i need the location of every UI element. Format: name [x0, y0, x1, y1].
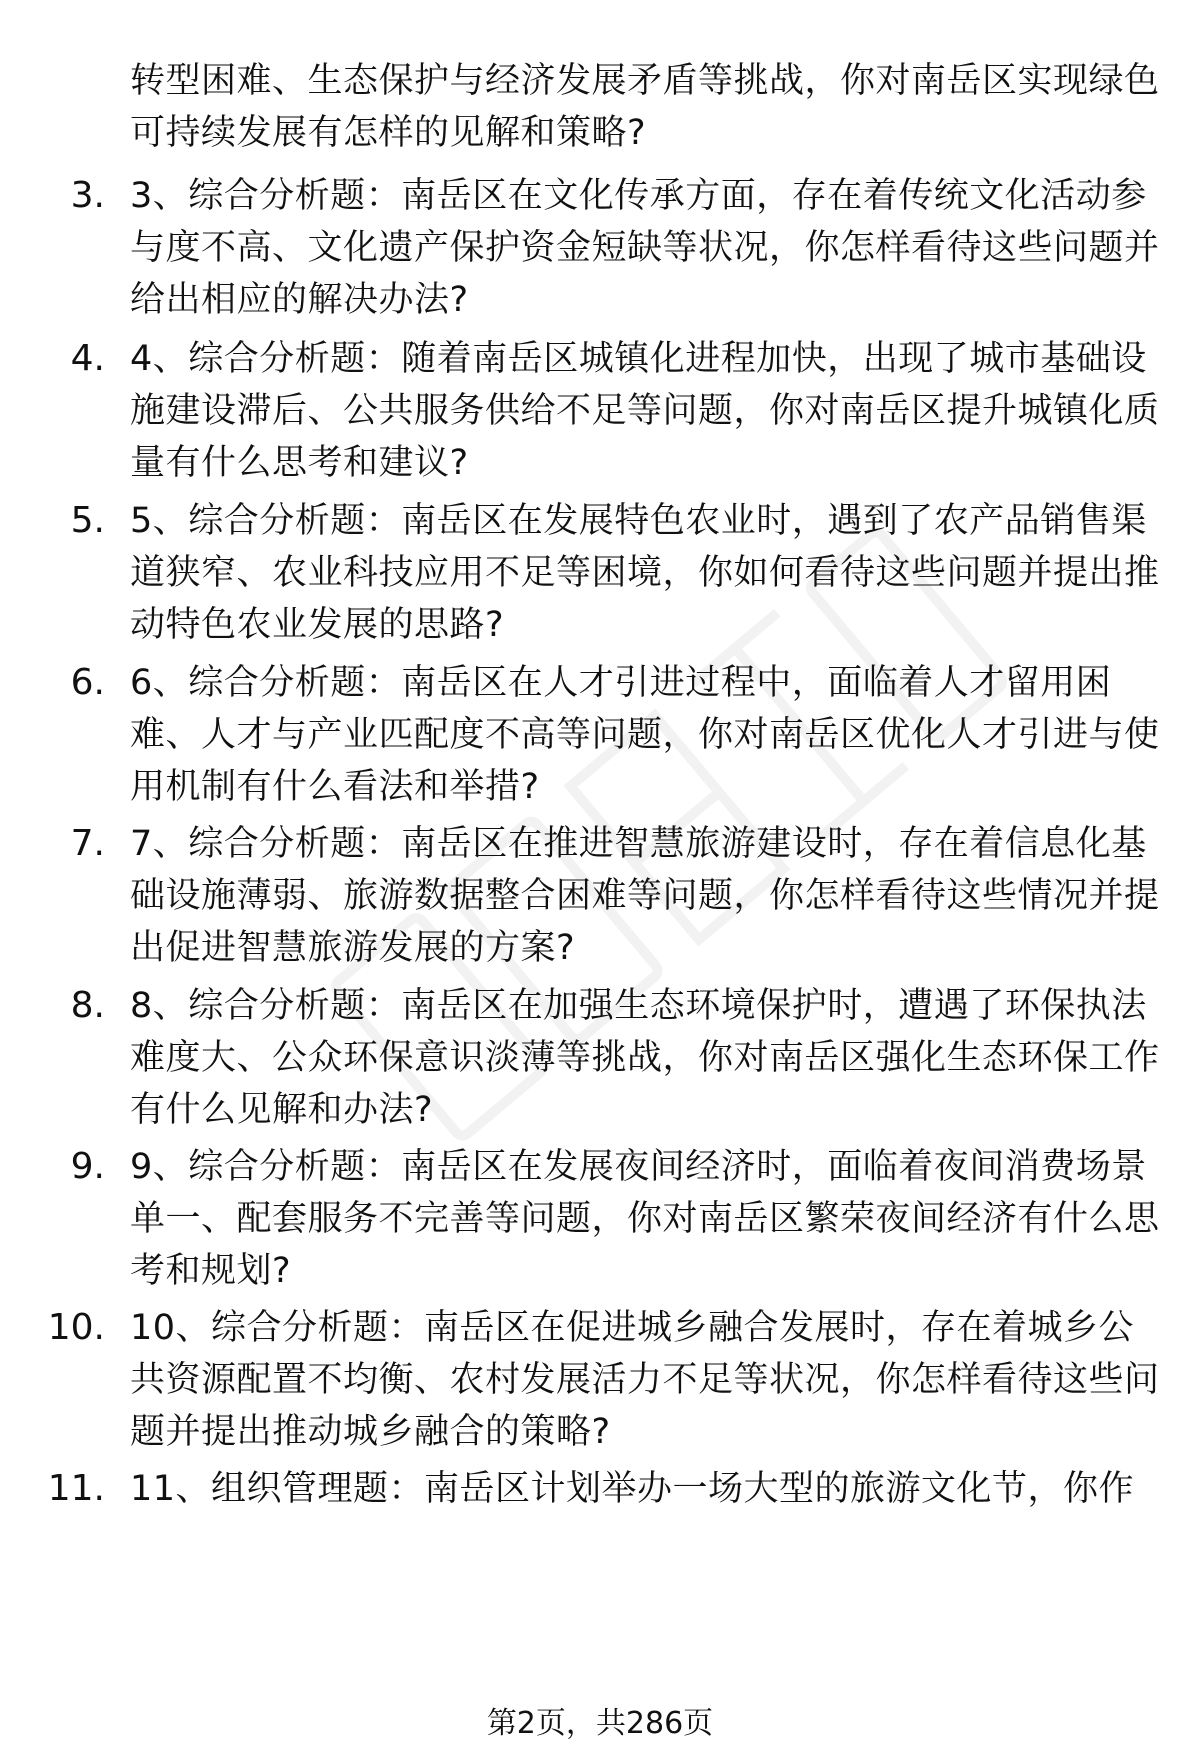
item-text: 3、综合分析题：南岳区在文化传承方面，存在着传统文化活动参与度不高、文化遗产保护资金短缺等状况，你怎样看待这些问题并给出相应的解决办法?	[130, 176, 1160, 320]
item-text: 11、组织管理题：南岳区计划举办一场大型的旅游文化节，你作	[130, 1469, 1135, 1509]
item-number: 7.	[70, 823, 105, 864]
item-text: 5、综合分析题：南岳区在发展特色农业时，遇到了农产品销售渠道狭窄、农业科技应用不足等困境，你如何看待这些问题并提出推动特色农业发展的思路?	[130, 501, 1160, 645]
item-text: 7、综合分析题：南岳区在推进智慧旅游建设时，存在着信息化基础设施薄弱、旅游数据整合困难等问题，你怎样看待这些情况并提出促进智慧旅游发展的方案?	[130, 824, 1160, 968]
item-text: 6、综合分析题：南岳区在人才引进过程中，面临着人才留用困难、人才与产业匹配度不高等问题，你对南岳区优化人才引进与使用机制有什么看法和举措?	[130, 663, 1160, 807]
item-text: 转型困难、生态保护与经济发展矛盾等挑战，你对南岳区实现绿色可持续发展有怎样的见解和策略?	[130, 61, 1160, 153]
item-number: 4.	[70, 338, 105, 379]
item-number: 8.	[70, 985, 105, 1026]
item-number: 5.	[70, 500, 105, 541]
item-number: 9.	[70, 1146, 105, 1187]
item-number: 3.	[70, 175, 105, 216]
item-text: 9、综合分析题：南岳区在发展夜间经济时，面临着夜间消费场景单一、配套服务不完善等问题，你对南岳区繁荣夜间经济有什么思考和规划?	[130, 1147, 1160, 1291]
item-number: 10.	[47, 1307, 105, 1348]
item-text: 10、综合分析题：南岳区在促进城乡融合发展时，存在着城乡公共资源配置不均衡、农村发展活力不足等状况，你怎样看待这些问题并提出推动城乡融合的策略?	[130, 1308, 1160, 1452]
page-footer: 第2页，共286页	[486, 1706, 714, 1741]
item-text: 8、综合分析题：南岳区在加强生态环境保护时，遭遇了环保执法难度大、公众环保意识淡薄等挑战，你对南岳区强化生态环保工作有什么见解和办法?	[130, 986, 1160, 1130]
item-number: 11.	[47, 1468, 105, 1509]
item-number: 6.	[70, 662, 105, 703]
item-text: 4、综合分析题：随着南岳区城镇化进程加快，出现了城市基础设施建设滞后、公共服务供给不足等问题，你对南岳区提升城镇化质量有什么思考和建议?	[130, 339, 1160, 483]
